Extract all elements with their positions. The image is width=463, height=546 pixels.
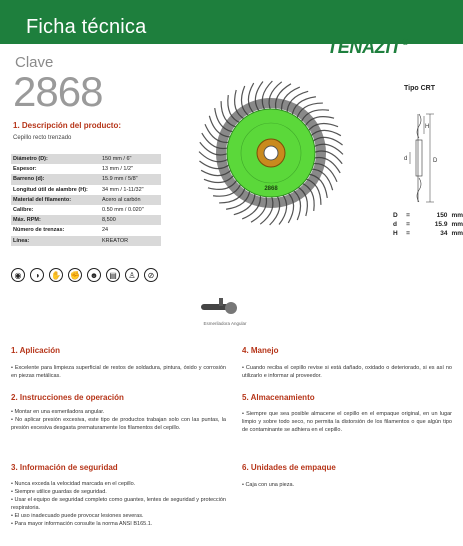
dimension-value: 34 xyxy=(440,230,448,237)
registered-mark: ® xyxy=(401,37,409,47)
spec-value: Acero al carbón xyxy=(100,195,161,205)
spec-row xyxy=(11,205,161,215)
spec-row xyxy=(11,236,161,246)
manejo-text xyxy=(242,364,452,380)
almacenamiento-text xyxy=(242,410,452,434)
spec-row xyxy=(11,195,161,205)
spec-value: 13 mm / 1/2" xyxy=(102,166,133,173)
spec-row xyxy=(11,174,161,184)
description-heading: 1. Descripción del producto: xyxy=(13,121,122,130)
person-icon: ♙ xyxy=(125,268,139,282)
spec-row xyxy=(11,215,161,225)
dimension-row xyxy=(393,229,463,238)
svg-text:H: H xyxy=(425,124,430,130)
svg-text:2868: 2868 xyxy=(264,186,278,192)
svg-text:D: D xyxy=(433,158,438,164)
dimension-diagram xyxy=(400,110,460,206)
dimension-row xyxy=(393,211,463,220)
safety-icons xyxy=(11,268,158,282)
no-icon: ⊘ xyxy=(144,268,158,282)
spec-row xyxy=(11,154,161,164)
bullet-line: • Siempre utilice guardas de seguridad. xyxy=(11,489,107,495)
bullet-line: • No aplicar presión excesiva, este tipo de productos trabajan solo con las puntas, la presión excesiva desgasta prematuramente los filamentos del cepillo. xyxy=(11,417,226,431)
book-icon: ▤ xyxy=(106,268,120,282)
angle-grinder-icon xyxy=(199,296,239,316)
spec-value: 34 mm / 1-11/32" xyxy=(102,186,144,193)
spec-key: Calibre: xyxy=(13,207,34,214)
dimension-label: H xyxy=(393,230,398,237)
bullet-line: • Cuando reciba el cepillo revise si está dañado, oxidado o deteriorado, si es así no utilizarlo e informar al proveedor. xyxy=(242,365,452,379)
brand-name: TENAZIT xyxy=(327,37,401,57)
bullet-line: • Caja con una pieza. xyxy=(242,482,295,488)
empaque-heading: 6. Unidades de empaque xyxy=(242,463,336,472)
grinder-caption: Esmeriladora Angular xyxy=(203,321,247,326)
spec-value: 24 xyxy=(102,227,109,234)
mask-icon: ☻ xyxy=(87,268,101,282)
spec-key: Diámetro (D): xyxy=(11,154,100,164)
bullet-line: • Siempre que sea posible almacene el cepillo en el empaque original, en un lugar limpio y sobre todo seco, no permita la distorsión de los filamentos o que algún tipo de contaminante se adhiera en el cepillo. xyxy=(242,411,452,433)
spec-row xyxy=(11,164,161,174)
dimension-label: = xyxy=(406,230,410,237)
dimension-unit: mm xyxy=(451,230,463,237)
spec-key: Espesor: xyxy=(13,166,37,173)
bullet-line: • El uso inadecuado puede provocar lesiones severas. xyxy=(11,513,144,519)
spec-value: KREATOR xyxy=(100,236,161,246)
spec-key: Línea: xyxy=(11,236,100,246)
spec-key: Barreno (d): xyxy=(11,174,100,184)
bullet-line: • Usar el equipo de seguridad completo como guantes, lentes de seguridad y protección respiratoria. xyxy=(11,497,226,511)
dimension-label: = xyxy=(406,212,410,219)
bullet-line: • Montar en una esmeriladora angular. xyxy=(11,409,105,415)
goggles-icon: ◉ xyxy=(11,268,25,282)
spec-value: 150 mm / 6" xyxy=(100,154,161,164)
seguridad-text xyxy=(11,480,226,528)
dimension-unit: mm xyxy=(451,221,463,228)
clave-code: 2868 xyxy=(13,68,103,115)
empaque-text xyxy=(242,481,452,489)
gloves-icon: ✊ xyxy=(68,268,82,282)
spec-value: 8,500 xyxy=(100,215,161,225)
dimension-row xyxy=(393,220,463,229)
spec-key: Material del filamento: xyxy=(11,195,100,205)
dimension-label: = xyxy=(406,221,410,228)
dimension-unit: mm xyxy=(451,212,463,219)
aplicacion-heading: 1. Aplicación xyxy=(11,346,61,355)
dimension-label: D xyxy=(393,212,398,219)
spec-key: Máx. RPM: xyxy=(11,215,100,225)
svg-text:d: d xyxy=(404,156,408,162)
spec-table xyxy=(11,154,161,246)
ear-protection-icon: ◑ xyxy=(30,268,44,282)
spec-row xyxy=(11,185,161,195)
description-text: Cepillo recto trenzado xyxy=(13,135,72,141)
spec-key: Longitud útil de alambre (H): xyxy=(13,186,88,193)
page-title: Ficha técnica xyxy=(26,16,147,38)
wire-brush-image xyxy=(196,78,346,228)
dimension-values xyxy=(393,211,463,238)
almacenamiento-heading: 5. Almacenamiento xyxy=(242,393,315,402)
seguridad-heading: 3. Información de seguridad xyxy=(11,463,118,472)
dimension-label: d xyxy=(393,221,397,228)
manejo-heading: 4. Manejo xyxy=(242,346,279,355)
instrucciones-heading: 2. Instrucciones de operación xyxy=(11,393,124,402)
brand-logo xyxy=(327,37,408,58)
clave-label: Clave xyxy=(15,54,54,71)
spec-value: 0.50 mm / 0.020" xyxy=(102,207,144,214)
spec-value: 15.9 mm / 5/8" xyxy=(100,174,161,184)
bullet-line: • Nunca exceda la velocidad marcada en el cepillo. xyxy=(11,481,136,487)
instrucciones-text xyxy=(11,408,226,432)
spec-row xyxy=(11,225,161,235)
dimension-value: 15.9 xyxy=(434,221,448,228)
bullet-line: • Excelente para limpieza superficial de restos de soldadura, pintura, óxido y corrosión en piezas metálicas. xyxy=(11,365,226,379)
hand-icon: ✋ xyxy=(49,268,63,282)
tipo-label: Tipo CRT xyxy=(404,85,435,92)
bullet-line: • Para mayor información consulte la norma ANSI B165.1. xyxy=(11,521,153,527)
spec-key: Número de trenzas: xyxy=(13,227,65,234)
aplicacion-text xyxy=(11,364,226,380)
dimension-value: 150 xyxy=(436,212,448,219)
